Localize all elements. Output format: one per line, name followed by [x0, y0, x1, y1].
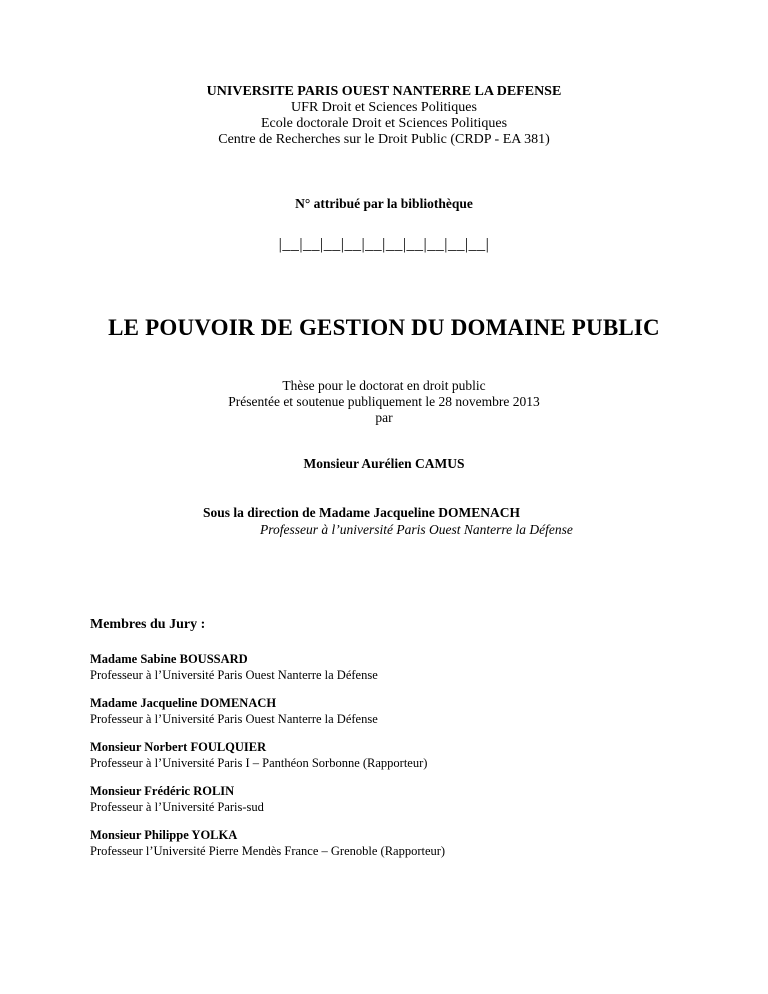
- thesis-degree: Thèse pour le doctorat en droit public: [282, 378, 486, 393]
- jury-member-name: Monsieur Frédéric ROLIN: [90, 784, 235, 798]
- jury-member-name: Madame Jacqueline DOMENACH: [90, 696, 277, 710]
- jury-heading: Membres du Jury :: [90, 617, 206, 632]
- jury-member-role: Professeur à l’Université Paris Ouest Nanterre la Défense: [90, 712, 378, 726]
- library-number-label: N° attribué par la bibliothèque: [295, 196, 473, 211]
- ufr-name: UFR Droit et Sciences Politiques: [291, 100, 477, 115]
- jury-member: [90, 652, 710, 685]
- jury-member-name: Monsieur Norbert FOULQUIER: [90, 740, 267, 754]
- thesis-defense-date: Présentée et soutenue publiquement le 28 novembre 2013: [228, 394, 540, 409]
- jury-member-role: Professeur à l’Université Paris-sud: [90, 800, 264, 814]
- jury-member-role: Professeur à l’Université Paris Ouest Nanterre la Défense: [90, 668, 378, 682]
- jury-member: [90, 828, 710, 861]
- jury-member: [90, 696, 710, 729]
- research-center: Centre de Recherches sur le Droit Public (CRDP - EA 381): [218, 132, 550, 147]
- thesis-info: [0, 378, 768, 426]
- library-number-slots: |__|__|__|__|__|__|__|__|__|__|: [278, 236, 490, 253]
- jury-list: [90, 652, 710, 872]
- author-name: Monsieur Aurélien CAMUS: [303, 456, 465, 471]
- jury-member-name: Madame Sabine BOUSSARD: [90, 652, 248, 666]
- doctoral-school: Ecole doctorale Droit et Sciences Politiques: [260, 116, 508, 131]
- supervisor-line: Sous la direction de Madame Jacqueline DOMENACH: [203, 505, 520, 520]
- university-name: UNIVERSITE PARIS OUEST NANTERRE LA DEFENSE: [206, 84, 562, 99]
- jury-member-name: Monsieur Philippe YOLKA: [90, 828, 238, 842]
- thesis-title: LE POUVOIR DE GESTION DU DOMAINE PUBLIC: [108, 315, 660, 340]
- jury-member: [90, 784, 710, 817]
- jury-member-role: Professeur l’Université Pierre Mendès France – Grenoble (Rapporteur): [90, 844, 446, 858]
- jury-member: [90, 740, 710, 773]
- institution-header: [0, 84, 768, 148]
- supervisor-title: Professeur à l’université Paris Ouest Nanterre la Défense: [260, 522, 573, 537]
- thesis-by: par: [375, 410, 393, 425]
- jury-member-role: Professeur à l’Université Paris I – Panthéon Sorbonne (Rapporteur): [90, 756, 428, 770]
